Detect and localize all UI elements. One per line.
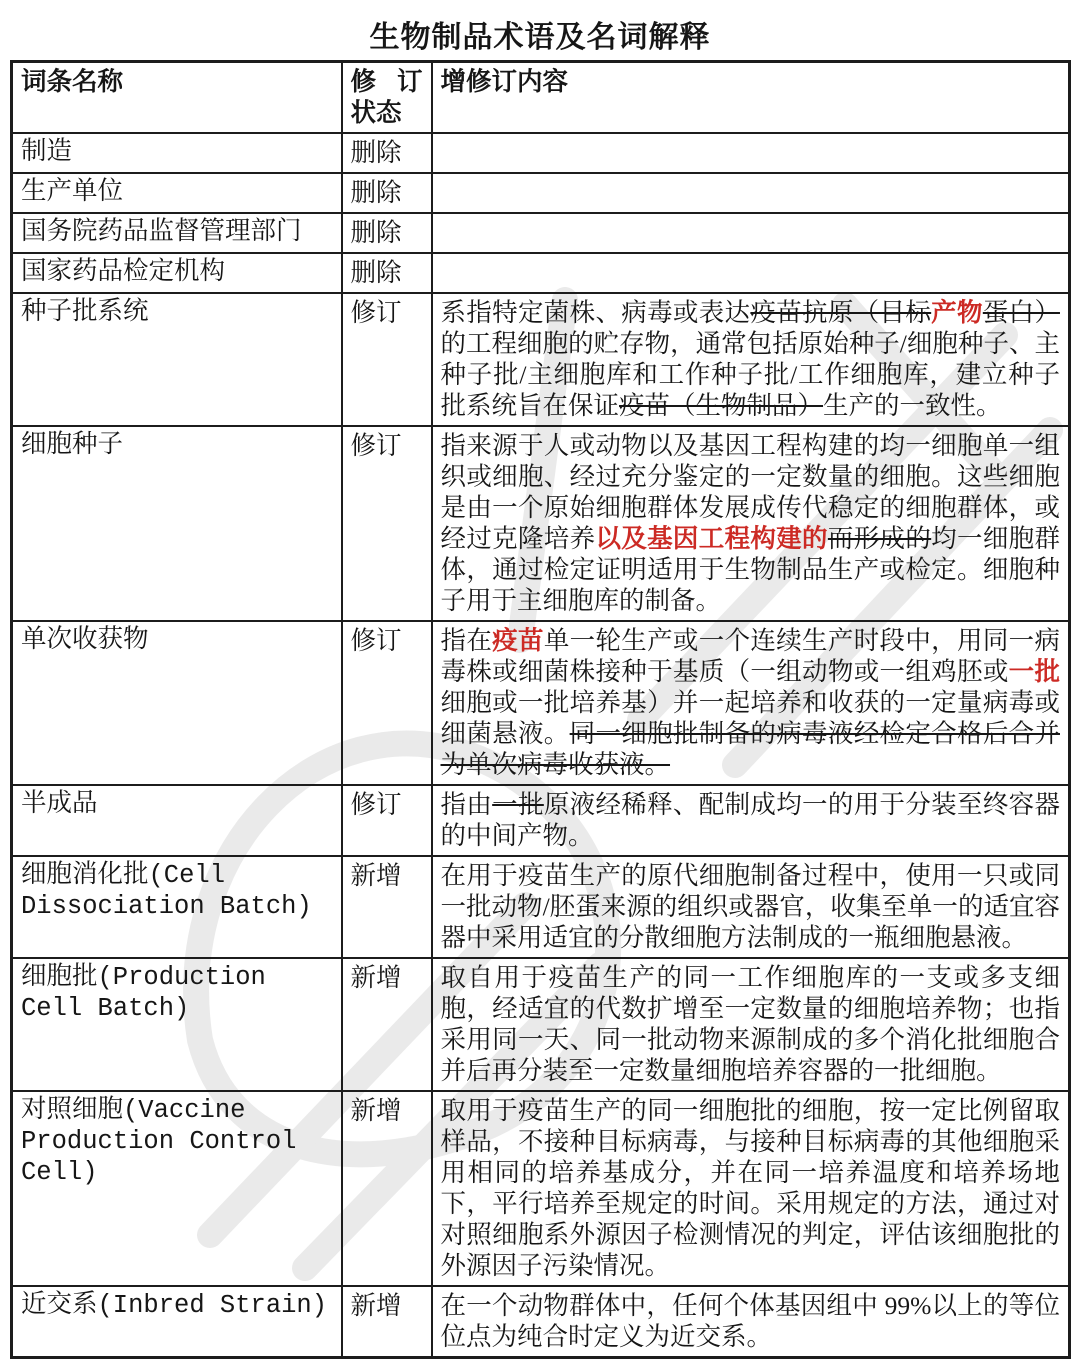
- status-cell: 删除: [342, 253, 432, 293]
- text-segment: 在一个动物群体中，任何个体基因组中 99%以上的等位位点为纯合时定义为近交系。: [440, 1291, 1060, 1351]
- status-cell: 新增: [342, 856, 432, 958]
- text-segment: 指由: [440, 790, 493, 819]
- deleted-text: 疫苗（生物制品）: [619, 391, 824, 420]
- text-segment: 取自用于疫苗生产的同一工作细胞库的一支或多支细胞，经适宜的代数扩增至一定数量的细胞培养物；也指采用同一天、同一批动物来源制成的多个消化批细胞合并后再分装至一定数量细胞培养容器的一批细胞。: [440, 963, 1060, 1085]
- status-cell: 删除: [342, 213, 432, 253]
- content-cell: [432, 621, 1070, 785]
- status-cell: 修订: [342, 426, 432, 621]
- table-row: [12, 621, 1070, 785]
- text-segment: 单一轮生产或一个连续生产时段中，用同一病毒株或细菌株接种于基质（一组动物或一组鸡胚或: [440, 626, 1060, 686]
- inserted-text: 产物: [931, 298, 983, 327]
- status-cell: 删除: [342, 133, 432, 173]
- page-title: 生物制品术语及名词解释: [369, 21, 711, 54]
- text-segment: 原液经稀释、配制成均一的用于分装至终容器的中间产物。: [440, 790, 1060, 850]
- content-cell: [432, 1286, 1070, 1358]
- status-cell: 新增: [342, 1091, 432, 1286]
- table-row: [12, 213, 1070, 253]
- text-segment: 系指特定菌株、病毒或表达: [440, 298, 751, 327]
- deleted-text: 蛋白）: [982, 298, 1060, 327]
- status-cell: 修订: [342, 785, 432, 856]
- text-segment: 的工程细胞的贮存物，通常包括原始种子/细胞种子、主种子批/主细胞库和工作种子批/工作细胞库，建立种子批系统旨在保证: [440, 329, 1060, 420]
- header-row: [12, 62, 1070, 134]
- term-cell: 种子批系统: [12, 293, 342, 426]
- deleted-text: 而形成的: [827, 524, 932, 553]
- inserted-text: 以及基因工程构建的: [595, 524, 828, 553]
- status-cell: 删除: [342, 173, 432, 213]
- content-cell: [432, 293, 1070, 426]
- header-status: [342, 62, 432, 134]
- table-row: [12, 133, 1070, 173]
- content-cell: [432, 785, 1070, 856]
- inserted-text: 一批: [1008, 657, 1060, 686]
- table-row: [12, 293, 1070, 426]
- table-row: [12, 1091, 1070, 1286]
- terms-table: [10, 60, 1071, 1359]
- deleted-text: 一批: [492, 790, 544, 819]
- content-cell: [432, 213, 1070, 253]
- term-cell: 半成品: [12, 785, 342, 856]
- table-row: [12, 1286, 1070, 1358]
- text-segment: 在用于疫苗生产的原代细胞制备过程中，使用一只或同一批动物/胚蛋来源的组织或器官，收集至单一的适宜容器中采用适宜的分散细胞方法制成的一瓶细胞悬液。: [440, 861, 1060, 952]
- table-row: [12, 856, 1070, 958]
- status-cell: 新增: [342, 958, 432, 1091]
- content-cell: [432, 426, 1070, 621]
- content-cell: [432, 253, 1070, 293]
- text-segment: 均一细胞群体，通过检定证明适用于生物制品生产或检定。细胞种子用于主细胞库的制备。: [440, 524, 1060, 615]
- text-segment: 指来源于人或动物以及基因工程构建的均一细胞单一组织或细胞、经过充分鉴定的一定数量的细胞。这些细胞是由一个原始细胞群体发展成传代稳定的细胞群体，或经过克隆培养: [440, 431, 1060, 553]
- content-cell: [432, 133, 1070, 173]
- term-cell: 生产单位: [12, 173, 342, 213]
- term-cell: 细胞批(Production Cell Batch): [12, 958, 342, 1091]
- header-content: 增修订内容: [432, 62, 1070, 134]
- text-segment: 指在: [440, 626, 493, 655]
- text-segment: 生产的一致性。: [823, 391, 1002, 420]
- text-segment: 细胞或一批培养基）并一起培养和收获的一定量病毒或细菌悬液。: [440, 688, 1060, 748]
- inserted-text: 疫苗: [492, 626, 544, 655]
- status-cell: 新增: [342, 1286, 432, 1358]
- term-cell: 对照细胞(Vaccine Production Control Cell): [12, 1091, 342, 1286]
- header-status-line2: 状态: [350, 98, 402, 127]
- table-row: [12, 785, 1070, 856]
- table-row: [12, 426, 1070, 621]
- header-term: 词条名称: [12, 62, 342, 134]
- deleted-text: 疫苗抗原（目标: [750, 298, 932, 327]
- text-segment: 取用于疫苗生产的同一细胞批的细胞，按一定比例留取样品，不接种目标病毒，与接种目标病毒的其他细胞采用相同的培养基成分，并在同一培养温度和培养场地下，平行培养至规定的时间。采用规定的方法，通过对对照细胞系外源因子检测情况的判定，评估该细胞批的外源因子污染情况。: [440, 1096, 1060, 1280]
- table-row: [12, 958, 1070, 1091]
- term-cell: 国家药品检定机构: [12, 253, 342, 293]
- table-row: [12, 253, 1070, 293]
- content-cell: [432, 173, 1070, 213]
- content-cell: [432, 958, 1070, 1091]
- term-cell: 制造: [12, 133, 342, 173]
- table-row: [12, 173, 1070, 213]
- term-cell: 近交系(Inbred Strain): [12, 1286, 342, 1358]
- status-cell: 修订: [342, 293, 432, 426]
- term-cell: 单次收获物: [12, 621, 342, 785]
- deleted-text: 同一细胞批制备的病毒液经检定合格后合并为单次病毒收获液。: [440, 719, 1060, 779]
- header-status-line1: 修 订: [350, 67, 423, 96]
- content-cell: [432, 1091, 1070, 1286]
- term-cell: 国务院药品监督管理部门: [12, 213, 342, 253]
- content-cell: [432, 856, 1070, 958]
- status-cell: 修订: [342, 621, 432, 785]
- term-cell: 细胞消化批(Cell Dissociation Batch): [12, 856, 342, 958]
- term-cell: 细胞种子: [12, 426, 342, 621]
